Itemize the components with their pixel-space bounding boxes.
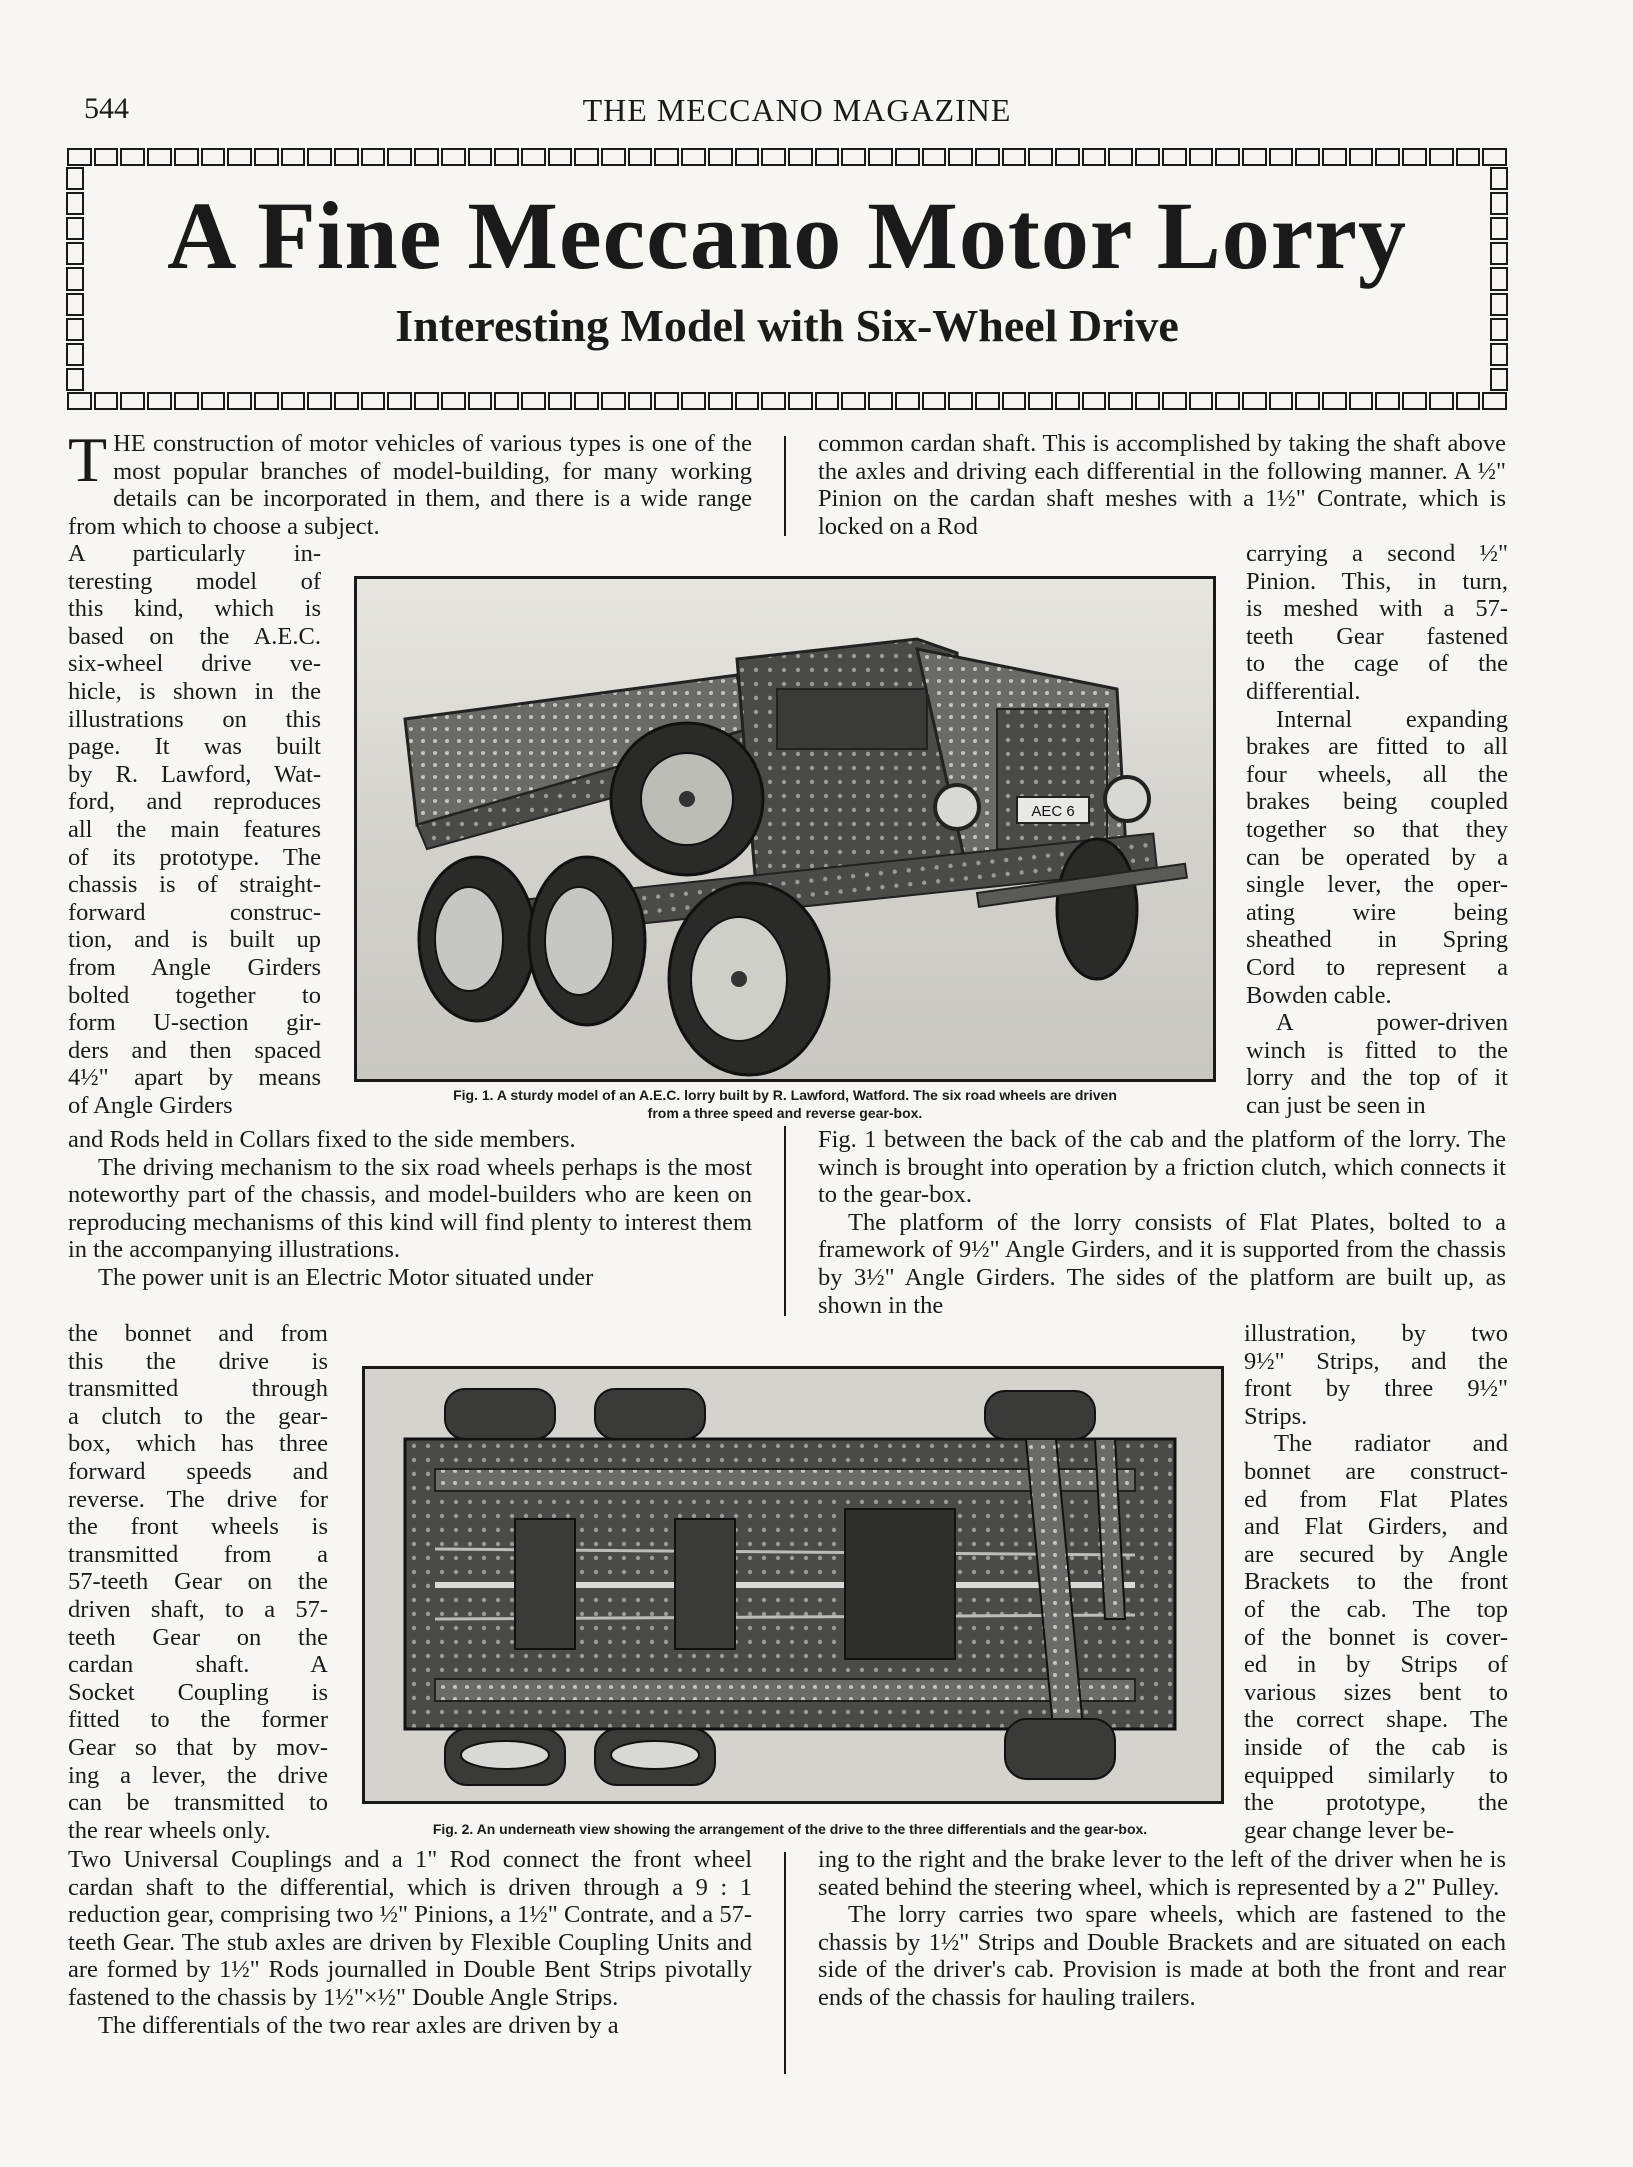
text-line: by R. Lawford, Wat- [68, 760, 321, 788]
text-line: ford, and reproduces [68, 788, 321, 816]
border-square [708, 148, 733, 166]
text-line: teeth Gear on the [68, 1623, 328, 1651]
border-square [94, 148, 119, 166]
border-square [1055, 392, 1080, 410]
text-line: from Angle Girders [68, 953, 321, 981]
border-square [761, 392, 786, 410]
text-line: A power-driven [1276, 1009, 1508, 1037]
border-square [895, 392, 920, 410]
border-square [574, 392, 599, 410]
border-square [1375, 392, 1400, 410]
figure-1-photo [354, 576, 1216, 1082]
border-square [1189, 392, 1214, 410]
border-square [307, 148, 332, 166]
right-after-fig1-text: Fig. 1 between the back of the cab and the platform of the lorry. The winch is brought into operation by a friction clutch, which connects it to the gear-box. [818, 1126, 1506, 1209]
text-line: ders and then spaced [68, 1036, 321, 1064]
border-square [387, 148, 412, 166]
border-square [708, 392, 733, 410]
text-line: page. It was built [68, 733, 321, 761]
left-after-fig2 [68, 1846, 752, 2039]
border-square [281, 392, 306, 410]
figure-1-caption-line-1: Fig. 1. A sturdy model of an A.E.C. lorry built by R. Lawford, Watford. The six road wheels are driven [453, 1087, 1117, 1103]
border-square [628, 392, 653, 410]
text-line: of Angle Girders [68, 1091, 233, 1119]
border-square [922, 392, 947, 410]
border-square [1269, 148, 1294, 166]
text-line: are secured by Angle [1244, 1540, 1508, 1568]
border-square [387, 392, 412, 410]
border-square [361, 148, 386, 166]
border-square [254, 392, 279, 410]
text-line: can be transmitted to [68, 1789, 328, 1817]
rear-wheel-2 [529, 857, 645, 1025]
text-line: of the bonnet is cover- [1244, 1623, 1508, 1651]
border-square [788, 392, 813, 410]
border-square [1028, 148, 1053, 166]
front-wheel-far [1057, 839, 1137, 979]
text-line: lorry and the top of it [1246, 1064, 1508, 1092]
text-line: hicle, is shown in the [68, 677, 321, 705]
text-line: Socket Coupling is [68, 1678, 328, 1706]
text-line: bonnet are construct- [1244, 1457, 1508, 1485]
border-square [841, 148, 866, 166]
border-square [521, 148, 546, 166]
border-square [601, 148, 626, 166]
border-square [1429, 392, 1454, 410]
text-line: transmitted from a [68, 1540, 328, 1568]
text-line: form U-section gir- [68, 1009, 321, 1037]
text-line: ing a lever, the drive [68, 1761, 328, 1789]
border-square [174, 148, 199, 166]
text-line: inside of the cab is [1244, 1733, 1508, 1761]
column-rule-middle [784, 1126, 786, 1316]
border-square [628, 148, 653, 166]
border-square [1002, 148, 1027, 166]
right-wrap-fig2 [1244, 1320, 1508, 1844]
border-square [975, 392, 1000, 410]
title-box [66, 148, 1508, 410]
text-line: can just be seen in [1246, 1091, 1426, 1119]
text-line: this kind, which is [68, 595, 321, 623]
border-square [66, 368, 84, 391]
text-line: reverse. The drive for [68, 1485, 328, 1513]
border-square [147, 392, 172, 410]
text-line: ed from Flat Plates [1244, 1485, 1508, 1513]
border-square [201, 392, 226, 410]
border-square [94, 392, 119, 410]
text-line: sheathed in Spring [1246, 926, 1508, 954]
text-line: of its prototype. The [68, 843, 321, 871]
drop-cap: T [68, 424, 108, 495]
text-line: transmitted through [68, 1375, 328, 1403]
text-line: single lever, the oper- [1246, 871, 1508, 899]
border-square [254, 148, 279, 166]
right-after-fig2-text: ing to the right and the brake lever to the left of the driver when he is seated behind the steering wheel, which is represented by a 2" Pulley. [818, 1846, 1506, 1901]
border-square [1082, 392, 1107, 410]
border-square [1295, 148, 1320, 166]
border-square [761, 148, 786, 166]
left-after-fig1-text: and Rods held in Collars fixed to the side members. [68, 1126, 576, 1153]
text-line: differential. [1246, 677, 1361, 705]
text-line: four wheels, all the [1246, 760, 1508, 788]
left-wrap-fig1 [68, 540, 321, 1119]
rear-wheel-1 [419, 857, 535, 1021]
text-line: equipped similarly to [1244, 1761, 1508, 1789]
running-header [84, 92, 1510, 132]
text-line: Gear so that by mov- [68, 1733, 328, 1761]
border-square [1108, 148, 1133, 166]
border-square [1162, 148, 1187, 166]
text-line: Internal expanding [1276, 705, 1508, 733]
border-square [1135, 148, 1160, 166]
border-square [468, 392, 493, 410]
right-after-fig2 [818, 1846, 1506, 2012]
border-square [922, 148, 947, 166]
text-line: gear change lever be- [1244, 1816, 1455, 1844]
border-square [1456, 148, 1481, 166]
border-square [281, 148, 306, 166]
right-top-text: common cardan shaft. This is accomplished by taking the shaft above the axles and driving each differential in the following manner. A ½" Pinion on the cardan shaft meshes with a 1½" Contrate, which is locked on a Rod [818, 430, 1506, 540]
border-square [1456, 392, 1481, 410]
text-line: ating wire being [1246, 898, 1508, 926]
border-square [948, 392, 973, 410]
text-line: a clutch to the gear- [68, 1402, 328, 1430]
text-line: forward construc- [68, 898, 321, 926]
text-line: Strips. [1244, 1402, 1308, 1430]
text-line: this the drive is [68, 1347, 328, 1375]
border-square [601, 392, 626, 410]
article-title: A Fine Meccano Motor Lorry [167, 182, 1407, 289]
border-square [788, 148, 813, 166]
text-line: Cord to represent a [1246, 953, 1508, 981]
title-border-bottom [66, 392, 1508, 410]
text-line: teresting model of [68, 567, 321, 595]
left-paragraph-2: The driving mechanism to the six road wheels perhaps is the most noteworthy part of the chassis, and model-builders who are keen on reproducing mechanisms of this kind will find plenty to interest them in the accompanying illustrations. [68, 1153, 752, 1264]
text-line: driven shaft, to a 57- [68, 1595, 328, 1623]
text-line: carrying a second ½" [1246, 540, 1508, 567]
magazine-title: THE MECCANO MAGAZINE [582, 92, 1012, 128]
border-square [120, 392, 145, 410]
text-line: front by three 9½" [1244, 1375, 1508, 1403]
border-square [1322, 392, 1347, 410]
left-last-paragraph: The differentials of the two rear axles are driven by a [98, 2011, 619, 2039]
text-line: bolted together to [68, 981, 321, 1009]
border-square [1269, 392, 1294, 410]
border-square [468, 148, 493, 166]
border-square [334, 392, 359, 410]
text-line: the prototype, the [1244, 1789, 1508, 1817]
border-square [654, 392, 679, 410]
text-line: tion, and is built up [68, 926, 321, 954]
text-line: various sizes bent to [1244, 1678, 1508, 1706]
left-wrap-fig2 [68, 1320, 328, 1844]
text-line: can be operated by a [1246, 843, 1508, 871]
border-square [735, 148, 760, 166]
border-square [815, 392, 840, 410]
border-square [975, 148, 1000, 166]
border-square [1215, 392, 1240, 410]
text-line: of the cab. The top [1244, 1595, 1508, 1623]
border-square [494, 148, 519, 166]
border-square [735, 392, 760, 410]
column-rule-bottom [784, 1852, 786, 2074]
figure-1-caption-line-2: from a three speed and reverse gear-box. [647, 1105, 923, 1121]
text-line: box, which has three [68, 1430, 328, 1458]
text-line: the front wheels is [68, 1513, 328, 1541]
text-line: fitted to the former [68, 1706, 328, 1734]
left-after-fig2-text: Two Universal Couplings and a 1" Rod connect the front wheel cardan shaft to the differential, which is driven through a 9 : 1 reduction gear, comprising two ½" Pinions, a 1½" Contrate, and a 57-teeth Gear. The stub axles are driven by Flexible Coupling Units and are formed by 1½" Rods journalled in Double Bent Strips pivotally fastened to the chassis by 1½"×½" Double Angle Strips. [68, 1846, 752, 2011]
border-square [1108, 392, 1133, 410]
text-line: brakes are fitted to all [1246, 733, 1508, 761]
text-line: chassis is of straight- [68, 871, 321, 899]
border-square [174, 392, 199, 410]
right-platform-paragraph: The platform of the lorry consists of Flat Plates, bolted to a framework of 9½" Angle Girders, and it is supported from the chassis by 3½" Angle Girders. The sides of the platform are built up, as shown in the [818, 1208, 1506, 1319]
text-line: six-wheel drive ve- [68, 650, 321, 678]
border-square [227, 392, 252, 410]
text-line: ed in by Strips of [1244, 1651, 1508, 1679]
article-subtitle: Interesting Model with Six-Wheel Drive [395, 300, 1179, 351]
border-square [147, 148, 172, 166]
text-line: forward speeds and [68, 1457, 328, 1485]
right-after-fig1 [818, 1126, 1506, 1319]
border-square [548, 392, 573, 410]
border-square [868, 392, 893, 410]
right-wrap-fig1 [1246, 540, 1508, 1119]
border-square [1242, 392, 1267, 410]
text-line: The radiator and [1274, 1430, 1508, 1458]
text-line: illustration, by two [1244, 1320, 1508, 1347]
border-square [1242, 148, 1267, 166]
border-square [1482, 148, 1507, 166]
text-line: 4½" apart by means [68, 1064, 321, 1092]
text-line: Pinion. This, in turn, [1246, 567, 1508, 595]
left-intro [68, 424, 752, 540]
text-line: cardan shaft. A [68, 1651, 328, 1679]
border-square [67, 392, 92, 410]
border-square [414, 148, 439, 166]
border-square [1429, 148, 1454, 166]
border-square [681, 148, 706, 166]
border-square [1375, 148, 1400, 166]
border-square [1402, 392, 1427, 410]
border-square [1055, 148, 1080, 166]
figure-2-caption-text: Fig. 2. An underneath view showing the arrangement of the drive to the three differentials and the gear-box. [432, 1821, 1148, 1837]
border-square [681, 392, 706, 410]
border-square [1028, 392, 1053, 410]
right-last-paragraph: The lorry carries two spare wheels, which are fastened to the chassis by 1½" Strips and Double Brackets and are situated on each side of the driver's cab. Provision is made at both the front and rear ends of the chassis for hauling trailers. [818, 1901, 1506, 2011]
border-square [815, 148, 840, 166]
border-square [1162, 392, 1187, 410]
border-square [1082, 148, 1107, 166]
border-square [414, 392, 439, 410]
figure-2-caption [350, 1820, 1230, 1838]
border-square [334, 148, 359, 166]
title-border-top [66, 148, 1508, 166]
text-line: Brackets to the front [1244, 1568, 1508, 1596]
border-square [1349, 392, 1374, 410]
border-square [67, 148, 92, 166]
lorry-side-view-illustration [357, 579, 1213, 1079]
text-line: winch is fitted to the [1246, 1036, 1508, 1064]
border-square [841, 392, 866, 410]
lorry-underside-illustration [365, 1369, 1221, 1801]
text-line: 9½" Strips, and the [1244, 1347, 1508, 1375]
text-line: 57-teeth Gear on the [68, 1568, 328, 1596]
text-line: A particularly in- [68, 540, 321, 567]
border-square [868, 148, 893, 166]
figure-1-caption [354, 1086, 1216, 1122]
left-paragraph-3-start: The power unit is an Electric Motor situated under [98, 1263, 594, 1291]
number-plate: AEC 6 [1031, 803, 1075, 820]
text-line: is meshed with a 57- [1246, 595, 1508, 623]
border-square [521, 392, 546, 410]
border-square [201, 148, 226, 166]
text-line: the correct shape. The [1244, 1706, 1508, 1734]
text-line: together so that they [1246, 815, 1508, 843]
border-square [1402, 148, 1427, 166]
border-square [494, 392, 519, 410]
border-square [548, 148, 573, 166]
text-line: to the cage of the [1246, 650, 1508, 678]
figure-2-photo [362, 1366, 1224, 1804]
border-square [1295, 392, 1320, 410]
border-square [1490, 368, 1508, 391]
border-square [120, 148, 145, 166]
border-square [1215, 148, 1240, 166]
text-line: based on the A.E.C. [68, 622, 321, 650]
text-line: teeth Gear fastened [1246, 622, 1508, 650]
text-line: and Flat Girders, and [1244, 1513, 1508, 1541]
border-square [441, 148, 466, 166]
border-square [574, 148, 599, 166]
border-square [654, 148, 679, 166]
text-line: the bonnet and from [68, 1320, 328, 1347]
intro-paragraph: HE construction of motor vehicles of various types is one of the most popular branches of model-building, for many working details can be incorporated in them, and there is a wide range from which to choose a subject. [68, 430, 752, 540]
border-square [307, 392, 332, 410]
border-square [948, 148, 973, 166]
front-wheel-near [669, 883, 829, 1075]
border-square [1135, 392, 1160, 410]
text-line: illustrations on this [68, 705, 321, 733]
border-square [361, 392, 386, 410]
border-square [1322, 148, 1347, 166]
right-top [818, 430, 1506, 540]
text-line: all the main features [68, 815, 321, 843]
border-square [1002, 392, 1027, 410]
border-square [1349, 148, 1374, 166]
left-after-fig1 [68, 1126, 752, 1292]
border-square [895, 148, 920, 166]
text-line: brakes being coupled [1246, 788, 1508, 816]
text-line: the rear wheels only. [68, 1816, 271, 1844]
column-rule-top [784, 436, 786, 536]
border-square [1189, 148, 1214, 166]
border-square [227, 148, 252, 166]
border-square [441, 392, 466, 410]
text-line: Bowden cable. [1246, 981, 1392, 1009]
border-square [1482, 392, 1507, 410]
page-number: 544 [84, 92, 129, 125]
